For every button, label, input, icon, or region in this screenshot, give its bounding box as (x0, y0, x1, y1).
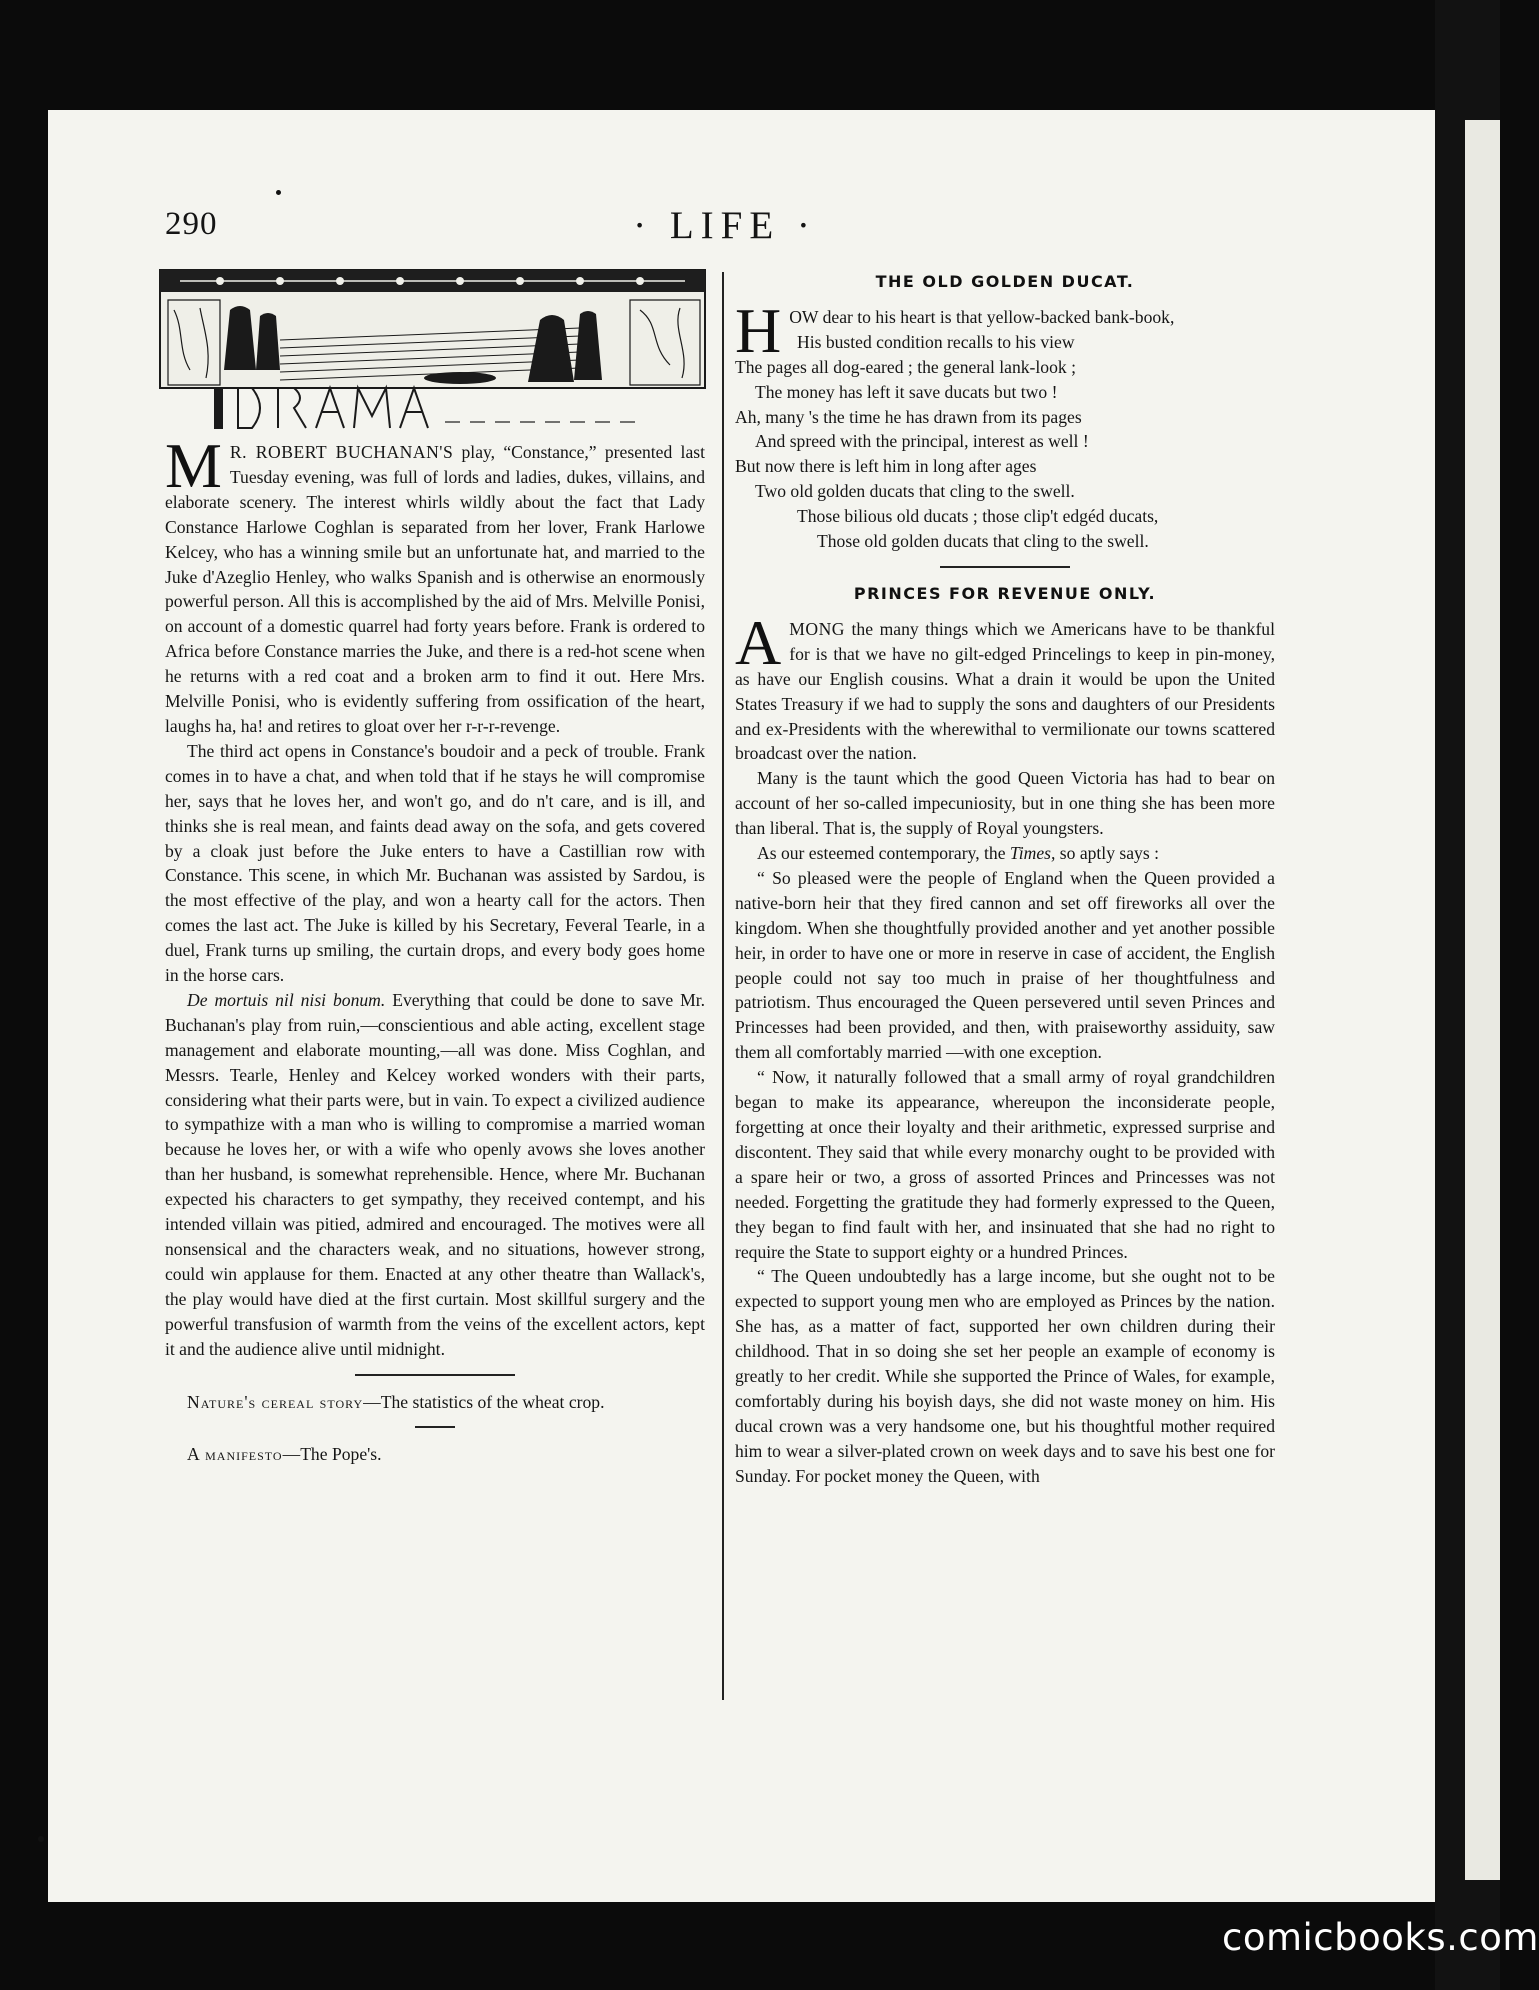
poem-line: The pages all dog-eared ; the general lank-look ; (735, 356, 1076, 377)
drama-paragraph-2: The third act opens in Constance's boudoir and a peck of trouble. Frank comes in to have a chat, and when told that if he stays he will compromise her, says that he loves her, and won't go, and do n't care, and is ill, and thinks she is real mean, and faints dead away on the sofa, and gets covered by a cloak just before the Juke enters to have a Castillian row with Constance. This scene, in which Mr. Buchanan was assisted by Sardou, is the most effective of the play, and won a hearty call for the actors. Then comes the last act. The Juke is killed by his Secretary, Feveral Tearle, in a duel, Frank turns up smiling, the curtain drops, and every body goes home in the horse cars. (165, 740, 705, 986)
poem-line: But now there is left him in long after ages (735, 456, 1037, 477)
ink-speck (276, 190, 281, 195)
lead-in: R. ROBERT BUCHANAN'S (229, 442, 454, 462)
scan-border-top (0, 0, 1500, 105)
lead-in: MONG (789, 618, 845, 639)
article-title: PRINCES FOR REVENUE ONLY. (853, 583, 1157, 603)
princes-paragraph-1 (735, 606, 1275, 766)
poem (735, 294, 1275, 554)
princes-paragraph-3: As our esteemed contemporary, the Times, so aptly says : (757, 843, 1159, 864)
princes-paragraph-2: Many is the taunt which the good Queen Victoria has had to bear on account of her so-called impecuniosity, but in one thing she has been more than liberal. That is, the supply of Royal youngsters. (735, 768, 1275, 839)
poem-line: HOW dear to his heart is that yellow-backed bank-book, (735, 294, 1175, 366)
princes-paragraph-6: “ The Queen undoubtedly has a large income, but she ought not to be expected to support young men who are employed as Princes by the nation. She has, as a matter of fact, supported her own children during their childhood. That in so doing she set her people an example of economy is greatly to her credit. While she supported the Prince of Wales, for example, comfortably during his boyish days, she did not waste money on him. His ducal crown was a very handsome one, but his thoughtful mother required him to wear a silver-plated crown on week days and to save his best one for Sunday. For pocket money the Queen, with (735, 1266, 1275, 1486)
squib-label: Nature's cereal story (187, 1391, 364, 1412)
source-watermark: comicbooks.com (1222, 1916, 1539, 1959)
poem-line: Those bilious old ducats ; those clip't edgéd ducats, (797, 506, 1159, 527)
section-divider (355, 1374, 515, 1376)
princes-paragraph-5: “ Now, it naturally followed that a small army of royal grandchildren began to make its appearance, whereupon the inconsiderate people, forgetting at once their loyalty and their arithmetic, expressed surprise and discontent. They said that while every monarchy ought to be provided with a spare heir or two, a gross of assorted Princes and Princesses was not needed. Forgetting the gratitude they had formerly expressed to the Queen, they began to find fault with her, and insinuated that she had no right to require the State to support eighty or a hundred Princes. (735, 1067, 1275, 1262)
poem-line: The money has left it save ducats but two ! (755, 381, 1058, 402)
latin-phrase: De mortuis nil nisi bonum. (187, 989, 386, 1010)
masthead-title: · LIFE · (633, 204, 817, 247)
newspaper-name: Times, (1009, 843, 1056, 864)
next-page-sliver (1465, 120, 1500, 1880)
paragraph-text: Everything that could be done to save Mr. Buchanan's play from ruin,—conscientious and able acting, excellent stage management and elaborate mounting,—all was done. Miss Coghlan, and Messrs. Tearle, Henley and Kelcey worked wonders with their parts, considering what their parts were, but in vain. To expect a civilized audience to sympathize with a man who is willing to compromise a married woman because he loves her, or with a wife who openly avows she loves another than her husband, is somewhat reprehensible. Hence, where Mr. Buchanan expected his characters to get sympathy, they received contempt, and his intended villain was pitied, admired and encouraged. The motives were all nonsensical and the characters weak, and no situations, however strong, could win applause for them. Enacted at any other theatre than Wallack's, the play would have died at the first curtain. Most skillful surgery and the powerful transfusion of warmth from the veins of the excellent actors, kept it and the audience alive until midnight. (165, 989, 706, 1359)
drama-banner-illustration (160, 270, 705, 432)
left-column (165, 430, 706, 1467)
section-divider (415, 1426, 455, 1428)
column-rule (722, 272, 724, 1700)
section-divider (940, 566, 1070, 568)
next-page-edge (1435, 0, 1500, 1990)
drop-cap: M (165, 430, 222, 501)
drop-cap: H (735, 294, 782, 366)
squib-label: A manifesto (187, 1444, 283, 1465)
paragraph-text: play, “Constance,” presented last Tuesday evening, was full of lords and ladies, dukes, villains, and elaborate scenery. The interest whirls wildly about the fact that Lady Constance Harlowe Coghlan is separated from her lover, Frank Harlowe Kelcey, who has a winning smile but an unfortunate hat, and married to the Juke d'Azeglio Henley, who walks Spanish and is otherwise an enormously powerful person. All this is accomplished by the aid of Mrs. Melville Ponisi, on account of a domestic quarrel had forty years before. Frank is ordered to Africa before Constance marries the Juke, and there is a red-hot scene when he returns with a red coat and a broken arm to find it out. Here Mrs. Melville Ponisi, who is evidently suffering from ossification of the heart, laughs ha, ha! and retires to gloat over her r-r-r-revenge. (165, 442, 705, 736)
paragraph-text: the many things which we Americans have to be thankful for is that we have no gilt-edged Princelings to keep in pin-money, as have our English cousins. What a drain it would be upon the United States Treasury if we had to supply the sons and daughters of our Presidents and ex-Presidents with the wherewithal to vermilionate our towns scattered broadcast over the nation. (735, 618, 1275, 764)
poem-line: Ah, many 's the time he has drawn from its pages (735, 406, 1082, 427)
poem-line: Those old golden ducats that cling to the swell. (817, 531, 1149, 552)
princes-paragraph-4: “ So pleased were the people of England when the Queen provided a native-born heir that they fired cannon and set off fireworks all over the kingdom. When she thoughtfully provided another and yet another possible heir, in order to have one or more in reserve in case of accident, the English people could not say too much in praise of her thoughtfulness and patriotism. Thus encouraged the Queen persevered until seven Princes and Princesses had been provided, and then, with praiseworthy assiduity, saw them all comfortably married —with one exception. (735, 867, 1275, 1063)
drama-paragraph-1 (165, 430, 705, 739)
poem-line: And spreed with the principal, interest as well ! (755, 431, 1089, 452)
squib-text: —The statistics of the wheat crop. (363, 1391, 605, 1412)
poem-title: THE OLD GOLDEN DUCAT. (875, 272, 1135, 291)
squib-1 (165, 1390, 705, 1415)
drama-paragraph-3 (165, 988, 705, 1362)
drop-cap: A (735, 606, 782, 678)
squib-text: —The Pope's. (282, 1444, 382, 1465)
page-number: 290 (165, 206, 218, 242)
ink-speck (38, 1836, 44, 1842)
poem-line: His busted condition recalls to his view (797, 331, 1075, 352)
right-column (735, 270, 1275, 1489)
squib-2 (165, 1442, 705, 1467)
poem-line: Two old golden ducats that cling to the swell. (755, 481, 1075, 502)
